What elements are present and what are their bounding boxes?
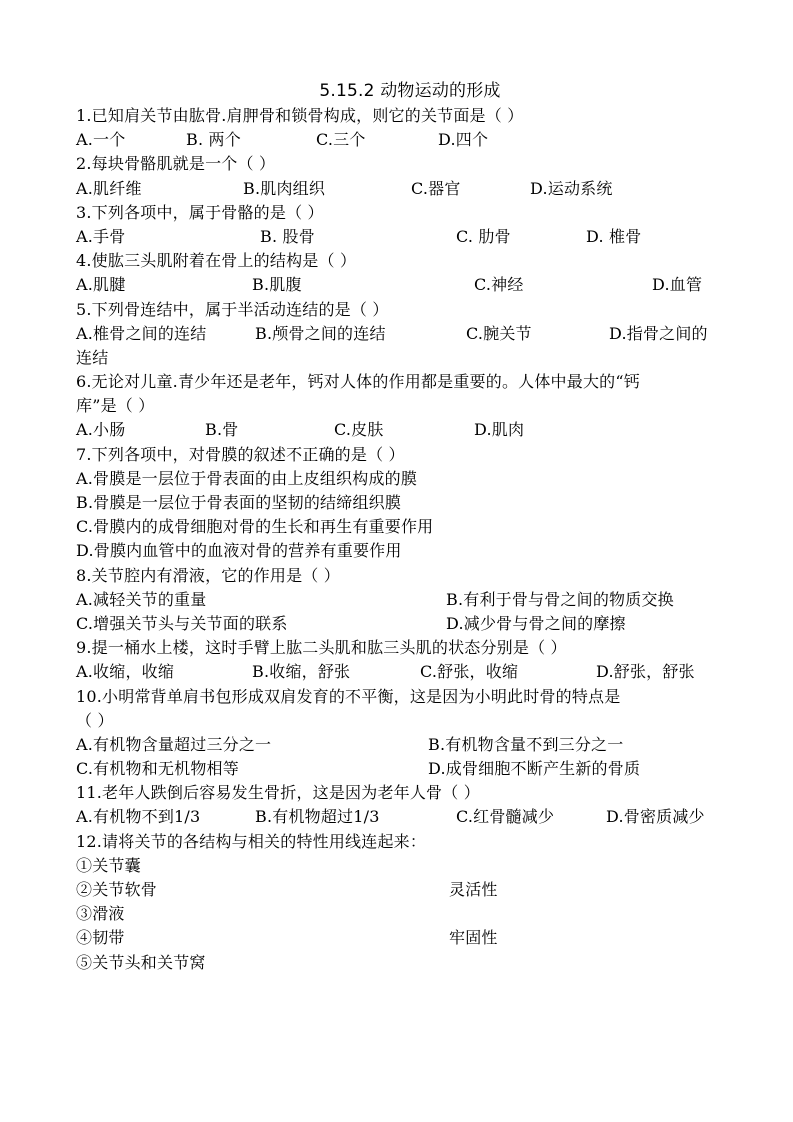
q12-structure-1: ①关节囊 xyxy=(76,855,141,875)
q7-option-a: A.骨膜是一层位于骨表面的由上皮组织构成的膜 xyxy=(76,468,418,488)
q11-option-d: D.骨密质减少 xyxy=(606,807,705,827)
question-6-options xyxy=(76,418,726,442)
question-6-stem-line-1: 6.无论对儿童.青少年还是老年，钙对人体的作用都是重要的。人体中最大的“钙 xyxy=(76,372,640,392)
question-10-options-row-2 xyxy=(76,757,726,781)
page-title: 5.15.2 动物运动的形成 xyxy=(319,81,501,101)
q1-option-d: D.四个 xyxy=(438,130,489,150)
question-5-stem: 5.下列骨连结中，属于半活动连结的是（ ） xyxy=(76,299,389,319)
question-5-options xyxy=(76,322,726,346)
question-1-options xyxy=(76,128,726,152)
q12-structure-3: ③滑液 xyxy=(76,904,125,924)
q11-option-c: C.红骨髓减少 xyxy=(456,807,555,827)
q4-option-c: C.神经 xyxy=(474,275,524,295)
question-2-stem: 2.每块骨骼肌就是一个（ ） xyxy=(76,154,276,174)
question-1-stem: 1.已知肩关节由肱骨.肩胛骨和锁骨构成，则它的关节面是（ ） xyxy=(76,106,524,125)
question-11-stem: 11.老年人跌倒后容易发生骨折，这是因为老年人骨（ ） xyxy=(76,783,480,803)
q12-structure-4: ④韧带 xyxy=(76,928,125,948)
worksheet xyxy=(76,80,726,975)
question-2-options xyxy=(76,177,726,201)
q4-option-d: D.血管 xyxy=(652,275,703,295)
q10-option-d: D.成骨细胞不断产生新的骨质 xyxy=(428,759,641,779)
q2-option-b: B.肌肉组织 xyxy=(243,178,326,198)
question-5-continuation: 连结 xyxy=(76,347,109,367)
question-4-stem: 4.使肱三头肌附着在骨上的结构是（ ） xyxy=(76,251,357,271)
q12-row-4 xyxy=(76,926,726,950)
q7-option-c: C.骨膜内的成骨细胞对骨的生长和再生有重要作用 xyxy=(76,517,434,537)
q8-option-d: D.减少骨与骨之间的摩擦 xyxy=(446,613,626,633)
q3-option-c: C. 肋骨 xyxy=(456,226,511,246)
question-4-options xyxy=(76,273,726,297)
q4-option-a: A.肌腱 xyxy=(76,275,126,295)
q11-option-a: A.有机物不到1/3 xyxy=(76,807,201,827)
q12-structure-5: ⑤关节头和关节窝 xyxy=(76,952,206,972)
question-10-stem-line-1: 10.小明常背单肩书包形成双肩发育的不平衡，这是因为小明此时骨的特点是 xyxy=(76,686,621,706)
q12-property-2: 牢固性 xyxy=(449,928,498,948)
q8-option-a: A.减轻关节的重量 xyxy=(76,589,207,609)
q8-option-b: B.有利于骨与骨之间的物质交换 xyxy=(446,589,674,609)
q5-option-c: C.腕关节 xyxy=(466,323,532,343)
q6-option-d: D.肌肉 xyxy=(474,420,525,440)
q11-option-b: B.有机物超过1/3 xyxy=(255,807,380,827)
question-11-options xyxy=(76,805,726,829)
question-3-options xyxy=(76,225,726,249)
q9-option-b: B.收缩，舒张 xyxy=(252,662,351,682)
question-9-stem: 9.提一桶水上楼，这时手臂上肱二头肌和肱三头肌的状态分别是（ ） xyxy=(76,638,567,658)
q5-option-d: D.指骨之间的 xyxy=(609,323,708,343)
q2-option-a: A.肌纤维 xyxy=(76,178,142,198)
q6-option-c: C.皮肤 xyxy=(334,420,384,440)
q1-option-a: A.一个 xyxy=(76,130,126,150)
q3-option-d: D. 椎骨 xyxy=(586,226,642,246)
q12-property-1: 灵活性 xyxy=(449,880,498,899)
q10-option-b: B.有机物含量不到三分之一 xyxy=(428,734,624,754)
question-6-stem-line-2: 库”是（ ） xyxy=(76,396,155,416)
q3-option-b: B. 股骨 xyxy=(260,226,315,246)
q1-option-b: B. 两个 xyxy=(186,130,241,150)
q8-option-c: C.增强关节头与关节面的联系 xyxy=(76,613,288,633)
q3-option-a: A.手骨 xyxy=(76,226,126,246)
question-7-stem: 7.下列各项中，对骨膜的叙述不正确的是（ ） xyxy=(76,444,405,464)
question-12-stem: 12.请将关节的各结构与相关的特性用线连起来： xyxy=(76,831,427,851)
q12-row-2 xyxy=(76,878,726,902)
q9-option-c: C.舒张，收缩 xyxy=(420,662,519,682)
q2-option-d: D.运动系统 xyxy=(530,178,613,198)
q7-option-d: D.骨膜内血管中的血液对骨的营养有重要作用 xyxy=(76,541,402,561)
question-8-stem: 8.关节腔内有滑液，它的作用是（ ） xyxy=(76,565,340,585)
q2-option-c: C.器官 xyxy=(411,178,461,198)
question-8-options-row-1 xyxy=(76,588,726,612)
question-10-options-row-1 xyxy=(76,733,726,757)
q1-option-c: C.三个 xyxy=(316,130,366,150)
q5-option-a: A.椎骨之间的连结 xyxy=(76,323,207,343)
q4-option-b: B.肌腹 xyxy=(252,275,302,295)
q6-option-b: B.骨 xyxy=(205,420,239,440)
question-3-stem: 3.下列各项中，属于骨骼的是（ ） xyxy=(76,202,324,222)
q7-option-b: B.骨膜是一层位于骨表面的坚韧的结缔组织膜 xyxy=(76,493,402,512)
q9-option-a: A.收缩，收缩 xyxy=(76,662,175,682)
question-8-options-row-2 xyxy=(76,612,726,636)
q12-structure-2: ②关节软骨 xyxy=(76,880,158,899)
q5-option-b: B.颅骨之间的连结 xyxy=(255,323,386,343)
q6-option-a: A.小肠 xyxy=(76,420,126,440)
question-10-stem-line-2: （ ） xyxy=(76,710,114,730)
question-9-options xyxy=(76,660,726,684)
q10-option-c: C.有机物和无机物相等 xyxy=(76,759,239,779)
q9-option-d: D.舒张，舒张 xyxy=(596,662,695,682)
q10-option-a: A.有机物含量超过三分之一 xyxy=(76,734,272,754)
